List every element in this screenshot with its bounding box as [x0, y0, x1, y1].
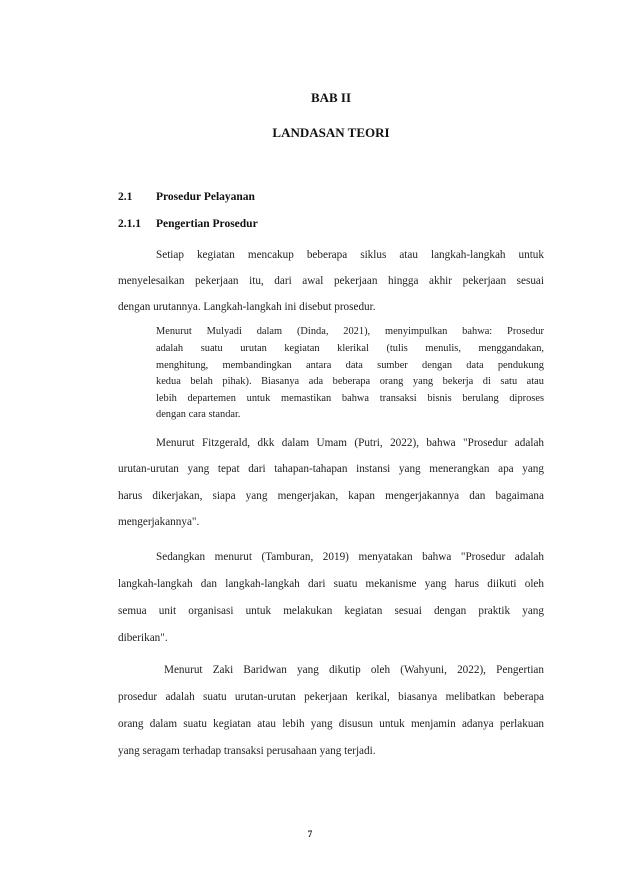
page-number: 7 [307, 829, 313, 839]
paragraph-2-line: urutan-urutan yang tepat dari tahapan-tahapan instansi yang menerangkan apa yang [118, 463, 544, 475]
quote-line: adalah suatu urutan kegiatan klerikal (tulis menulis, menggandakan, [156, 343, 544, 354]
paragraph-2-line: harus dikerjakan, siapa yang mengerjakan, kapan mengerjakannya dan bagaimana [118, 490, 544, 502]
subsection-number: 2.1.1 [118, 218, 141, 230]
paragraph-4-line: prosedur adalah suatu urutan-urutan pekerjaan kerikal, biasanya melibatkan beberapa [118, 691, 544, 703]
subsection-heading [118, 218, 258, 230]
paragraph-1-line: dengan urutannya. Langkah-langkah ini disebut prosedur. [118, 301, 376, 313]
quote-line: dengan cara standar. [156, 409, 241, 420]
subsection-title: Pengertian Prosedur [156, 218, 258, 230]
paragraph-3-line: Sedangkan menurut (Tamburan, 2019) menyatakan bahwa "Prosedur adalah [156, 551, 544, 563]
quote-line: lebih departemen untuk memastikan bahwa transaksi bisnis berulang diproses [156, 393, 544, 404]
paragraph-4-line: Menurut Zaki Baridwan yang dikutip oleh (Wahyuni, 2022), Pengertian [164, 664, 544, 676]
quote-line: Menurut Mulyadi dalam (Dinda, 2021), menyimpulkan bahwa: Prosedur [156, 326, 544, 337]
paragraph-1-line: Setiap kegiatan mencakup beberapa siklus atau langkah-langkah untuk [156, 249, 544, 261]
quote-line: menghitung, membandingkan antara data sumber dengan data pendukung [156, 360, 544, 371]
paragraph-3-line: diberikan". [118, 632, 168, 644]
section-number: 2.1 [118, 191, 133, 203]
paragraph-3-line: langkah-langkah dan langkah-langkah dari suatu mekanisme yang harus diikuti oleh [118, 578, 544, 590]
quote-line: kedua belah pihak). Biasanya ada beberapa orang yang bekerja di satu atau [156, 376, 544, 387]
chapter-number: BAB II [310, 90, 352, 105]
paragraph-2-line: mengerjakannya". [118, 516, 200, 528]
paragraph-2-line: Menurut Fitzgerald, dkk dalam Umam (Putri, 2022), bahwa "Prosedur adalah [156, 437, 544, 449]
chapter-title: LANDASAN TEORI [272, 125, 390, 140]
section-title: Prosedur Pelayanan [156, 191, 255, 203]
paragraph-4-line: yang seragam terhadap transaksi perusahaan yang terjadi. [118, 745, 376, 757]
paragraph-1-line: menyelesaikan pekerjaan itu, dari awal pekerjaan hingga akhir pekerjaan sesuai [118, 275, 544, 287]
section-heading [118, 191, 255, 203]
paragraph-4-line: orang dalam suatu kegiatan atau lebih yang disusun untuk menjamin adanya perlakuan [118, 718, 544, 730]
paragraph-3-line: semua unit organisasi untuk melakukan kegiatan sesuai dengan praktik yang [118, 605, 544, 617]
